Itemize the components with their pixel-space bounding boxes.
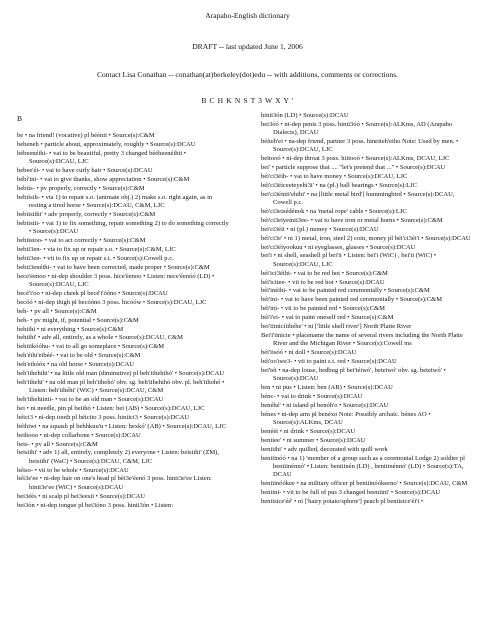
dictionary-entry: benéhé' • ni island pl benóh'o • Source(s):DCAU [261,401,389,409]
dictionary-entry: bebee'éi- • vai to have curly hair • Source(s):DCAU [17,167,153,175]
dictionary-entry: beh'éihi'eibéé- • vai to be old • Source(s):C&M [17,352,141,360]
dictionary-entry: beh'eihóóx • na old horse • Source(s):DCAU [17,361,135,369]
dictionary-entry: bei'téi • na-dep louse, bedbug pl bei'téiwó', beteiwó' obv. sg. beteiwó' • Source(s):DCAU [261,366,446,383]
dictionary-entry: bebiis- • pv properly, correctly • Source(s):C&M [17,185,145,193]
dictionary-entry: béi'inéihi- • vai to be painted red ceremonially • Source(s):C&M [261,287,430,295]
dictionary-entry: beh'iihehiinii- • vai to be an old man • Source(s):DCAU [17,396,164,404]
dictionary-entry: benéét • ni drink • Source(s):DCAU [261,427,356,435]
letter-index: B C H K N S T 3 W X Y ' [201,96,294,105]
dictionary-entry: beniiinóó • na 1) 'member of a group such as a ceremonial Lodge 2) soldier pl beniiinénnó' • Listen: beniiinén (LD) , beniiinénnó' (LD) • Source(s):TA, DCAU [261,454,465,479]
dictionary-entry: béi'ci3eiyeinii3ee- • vai to have iron or metal horns • Source(s):C&M [261,216,443,224]
dictionary-entry: bei • ni needle, pin pl beiihó • Listen: bei (AB) • Source(s):DCAU, LJC [17,404,205,412]
dictionary-entry: bei'ci3éinii'ehihi' • na [little metal bird'] hummingbird • Source(s):DCAU, Cowell p.c. [261,190,455,207]
dictionary-entry: bénc- • vai to drink • Source(s):DCAU [261,392,363,400]
dictionary-entry: bei' • particle suppose that .... "let's pretend that ..." • Source(s):DCAU [261,164,446,172]
dictionary-entry: béi'ci3e' • ni 1) metal, iron, steel 2) coin, money pl béi'ci3éi'i • Source(s):DCAU [261,234,471,242]
dictionary-entry: bebiisih- • vta 1) to repair s.o. (animate obj.) 2) make s.o. right again, as in resting a tired horse • Source(s):DCAU, C&M, LJC [17,193,213,210]
dictionary-entry: bei'iiinicíiihéhe' • ni ['little shell river'] North Platte River [261,323,412,330]
dictionary-entry: bei'ci3éiyookuu • ni eyeglasses, glasses • Source(s):DCAU [261,243,416,251]
section-heading: B [17,114,23,123]
dictionary-entry: béiteh'ei • na-dep friend, partner 3 poss. hineiteh'eiho Note: Used by men. • Source(s):DCAU, LJC [261,138,459,154]
dictionary-entry: béi'ci3éih- • vai to have money • Source(s):DCAU, LJC [261,173,408,181]
dictionary-entry: béi'icitee- • vii to be red hot • Source(s):DCAU [261,278,385,286]
dictionary-entry: beisiihi' • adv 1) all, entirely, completely 2) everyone • Listen: beisiihi' (ZM), beisiihi' (WaC) • Source(s):DCAU, C&M, LJC [17,449,219,465]
dictionary-entry: bebeneh • particle about, approximately, roughly • Source(s):DCAU [17,141,196,149]
dictionary-entry: béi'ci3éiceeteyehi3i' • na (pl.) ball bearings • Source(s):LJC [261,181,418,189]
draft-notice: DRAFT -- last updated June 1, 2006 [192,42,303,51]
dictionary-entry: bebiisiihi' • adv properly, correctly • Source(s):C&M [17,211,156,219]
dictionary-entry: behiihi • ni everything • Source(s):C&M [17,325,124,333]
dictionary-entry: beniiee' • ni summer • Source(s):DCAU [261,436,366,444]
dictionary-entry: bei'i • ni shell, seashell pl bei'ii • Listen: bei'i (WiC) , bei'ii (WiC) • Source(s):DCAU, LJC [261,252,437,268]
dictionary-entry: be • na friend! (vocative) pl béénii • Source(s):C&M [17,132,155,140]
dictionary-entry: bénes • ni-dep arm pl benéxo Note: Possibly archaic. bénes AO • Source(s):ALKms, DCAU [261,410,431,427]
dictionary-entry: beitooó • ni-dep throat 3 poss. hiitooó • Source(s):ALKms, DCAU, LJC [261,155,450,163]
left-column [17,115,231,510]
dictionary-entry: beh'iihehihi' • na little old man (diminutive) pl beh'iihehihó' • Source(s):DCAU [17,369,225,377]
dictionary-entry: hinii3ón (LD) • Source(s):DCAU [261,112,349,119]
dictionary-entry: bébí'ini- • vai to give thanks, show appreciation • Source(s):C&M [17,176,190,184]
dictionary-entry: behiiikóóhu- • vai to all go someplace • Source(s):C&M [17,343,165,351]
dictionary-entry: bebii3en- • vta to fix up or repair s.o. • Source(s):C&M, LJC [17,246,176,254]
dictionary-entry: beihooo • ni-dep collarbone • Source(s):DCAU [17,431,141,439]
dictionary-entry: beniiihi' • adv quilled, decorated with quill work [261,445,388,453]
dictionary-entry: béi'i'ei- • vai to paint oneself red • Source(s):C&M [261,314,394,322]
dictionary-entry: bebiistii- • vai 1) to fix something, repair something 2) to do something correctly • Source(s):DCAU [17,220,229,236]
dictionary-entry: béi'iisóó • ni doll • Source(s):DCAU [261,349,357,357]
dictionary-entry: ben • ni pus • Listen: ben (AB) • Source(s):DCAU [261,384,393,392]
dictionary-entry: bece'éenoo • ni-dep shoulder 3 poss. hice'éenoo • Listen: nece'éenóó (LD) • Source(s):DCAU, LJC [17,272,215,289]
dictionary-entry: béi'oo'oee3- • vti to paint s.t. red • Source(s):DCAU [261,357,397,365]
dictionary-entry: bebiistoo- • vai to act correctly • Source(s):C&M [17,237,146,245]
dictionary-entry: beis- • pv all • Source(s):C&M [17,440,98,448]
dictionary-entry: bébeenéihi- • vai to be beautiful, pretty 3 changed bééheenéihit • Source(s):DCAU, LJC [17,150,187,166]
dictionary-entry: béi'ini- • vii to be painted red • Source(s):C&M [261,305,385,313]
document-title: Arapaho-English dictionary [205,11,290,20]
dictionary-entry: béi'ini- • vai to have been painted red ceremonially • Source(s):C&M [261,296,443,304]
dictionary-entry: becé'i'oo • ni-dep cheek pl becé'i'óóno • Source(s):DCAU [17,289,168,297]
dictionary-entry: bei3éés • ni scalp pl bei3eesii • Source(s):DCAU [17,492,146,500]
dictionary-entry: beh- • pv might, if, potential • Source(s):C&M [17,316,139,324]
dictionary-entry: bei3óó • ni-dep penis 3 poss. hinii3óó • Source(s):ALKms, AD (Arapaho Dialects), DCAU [261,120,453,137]
dictionary-entry: bebii3en- • vti to fix up or repair s.t. • Source(s):Cowell p.c. [17,254,174,262]
dictionary-entry: behiihi' • adv all, entirely, as a whole • Source(s):DCAU, C&M [17,334,183,342]
dictionary-entry: béici3 • ni-dep tooth pl béicito 3 poss. hiniici3 • Source(s):DCAU [17,413,190,421]
dictionary-entry: bei'ci3éii • ni (pl.) money • Source(s):DCAU [261,225,379,233]
contact-line: Contact Lisa Conathan -- conathan(at)berkeley(dot)edu -- with additions, comments or corrections. [96,70,399,79]
dictionary-entry: bebii3enéihi- • vai to have been corrected, made proper • Source(s):C&M [17,263,210,271]
right-column [261,112,475,507]
dictionary-entry: béi3e'ee • ni-dep hair on one's head pl béi3e'éenó 3 poss. hinii3e'ee Listen: hinii3e'ee (WiC) • Source(s):DCAU [17,475,212,491]
dictionary-entry: beniiinóókee • na military officer pl beniiinóókeeno' • Source(s):DCAU, C&M [261,480,468,488]
dictionary-entry: béihiwi • na squash pl behhkuu'u • Listen: hexkó' (AB) • Source(s):DCAU, LJC [17,422,227,430]
dictionary-entry: bei3ón • ni-dep tongue pl bei3óno 3 poss. hinii3ón • Listen: [17,501,174,509]
dictionary-entry: beh'iihehi' • na old man pl beh'iihehó' obv. sg. beh'iihehihó obv. pl. beh'iihohó • Listen: beh'iihéhi' (WiC) • Source(s):DCAU, C&M [17,378,225,395]
dictionary-entry: beh- • pv all • Source(s):C&M [17,307,97,315]
dictionary-entry: becóó • ni-dep thigh pl becóóno 3 poss. hicóów • Source(s):DCAU, LJC [17,298,207,306]
dictionary-entry: béiso- • vii to be whole • Source(s):DCAU [17,466,129,474]
dictionary-entry: beniisice'éé' • ni ['hairy potato/sphere'] peach pl beniisice'éi'i • [261,497,424,505]
dictionary-entry: beniini- • vii to be full of pus 3 changed beeniini' • Source(s):DCAU [261,488,441,496]
dictionary-entry: béi'ici3éihi- • vai to be red hot • Source(s):C&M [261,269,388,277]
dictionary-entry: béi'ci3eisédénok • na 'metal rope' cable • Source(s):LJC [261,208,407,216]
dictionary-entry: Bei'i'iinicie • placename the name of several rivers including the North Platte River and the Michigan River • Source(s):Cowell ms [261,331,463,348]
